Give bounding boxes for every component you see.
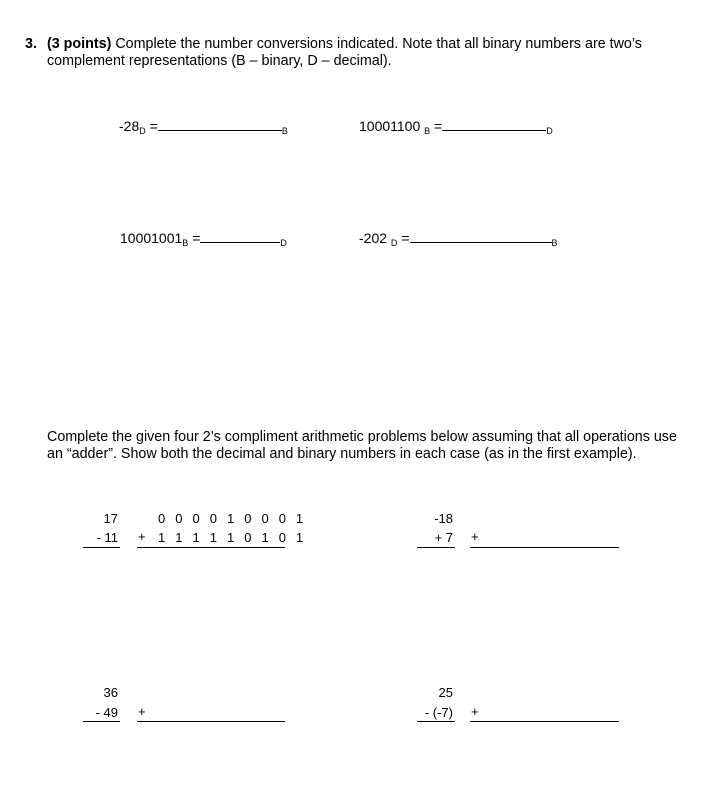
problem-1-decimal-line — [83, 547, 120, 548]
problem-3-decimal-line — [83, 721, 120, 722]
conversion-1-from: D — [139, 126, 146, 136]
instructions-line1: Complete the given four 2’s compliment arithmetic problems below assuming that all operations use — [47, 429, 677, 445]
conversion-4-answer-blank[interactable] — [410, 230, 552, 243]
problem-1-top: 17 — [103, 511, 118, 526]
question-points: (3 points) — [47, 36, 112, 52]
conversion-4 — [359, 230, 558, 248]
conversion-3 — [120, 230, 287, 248]
problem-3-top: 36 — [103, 685, 118, 700]
conversion-2-to: D — [546, 126, 553, 136]
instructions-line2: an “adder”. Show both the decimal and binary numbers in each case (as in the first example). — [47, 446, 637, 462]
problem-2-decimal-line — [417, 547, 455, 548]
conversion-2-from: B — [424, 126, 431, 136]
problem-4-top: 25 — [438, 685, 453, 700]
problem-1-bin-bottom: 1 1 1 1 1 0 1 0 1 — [158, 530, 307, 545]
conversion-4-from: D — [390, 238, 398, 248]
problem-3-binary-answer-line[interactable] — [137, 721, 285, 722]
problem-1-plus: + — [138, 529, 146, 544]
problem-4-decimal-line — [417, 721, 455, 722]
problem-1-binary-line — [137, 547, 285, 548]
problem-4-bottom: - (-7) — [424, 705, 453, 720]
conversion-3-value: 10001001 — [120, 230, 183, 246]
conversion-2-answer-blank[interactable] — [442, 118, 546, 131]
conversion-2-value: 10001100 — [359, 118, 421, 134]
problem-4-plus: + — [471, 704, 479, 719]
conversion-2 — [359, 118, 553, 136]
problem-1-bottom: - 11 — [96, 530, 118, 545]
conversion-1-equals: = — [149, 118, 158, 134]
question-text-line2: complement representations (B – binary, D – decimal). — [47, 53, 392, 69]
question-text — [47, 36, 697, 70]
question-number: 3. — [25, 36, 37, 52]
conversion-3-to: D — [280, 238, 287, 248]
problem-2-binary-answer-line[interactable] — [470, 547, 619, 548]
arithmetic-instructions — [47, 429, 712, 463]
problem-2-bottom: + 7 — [434, 530, 453, 545]
problem-2-plus: + — [471, 529, 479, 544]
problem-1-bin-top: 0 0 0 0 1 0 0 0 1 — [158, 511, 307, 526]
conversion-3-from: B — [182, 238, 189, 248]
conversion-2-equals: = — [434, 118, 443, 134]
question-text-line1: Complete the number conversions indicated. Note that all binary numbers are two’s — [115, 36, 642, 52]
problem-3-plus: + — [138, 704, 146, 719]
problem-3-bottom: - 49 — [95, 705, 118, 720]
conversion-3-equals: = — [192, 230, 201, 246]
conversion-4-value: -202 — [359, 230, 388, 246]
conversion-1-to: B — [281, 126, 288, 136]
problem-2-top: -18 — [434, 511, 453, 526]
conversion-1-value: -28 — [119, 118, 140, 134]
conversion-3-answer-blank[interactable] — [200, 230, 280, 243]
conversion-4-equals: = — [401, 230, 410, 246]
conversion-1 — [119, 118, 288, 136]
conversion-1-answer-blank[interactable] — [158, 118, 282, 131]
problem-4-binary-answer-line[interactable] — [470, 721, 619, 722]
conversion-4-to: B — [551, 238, 558, 248]
